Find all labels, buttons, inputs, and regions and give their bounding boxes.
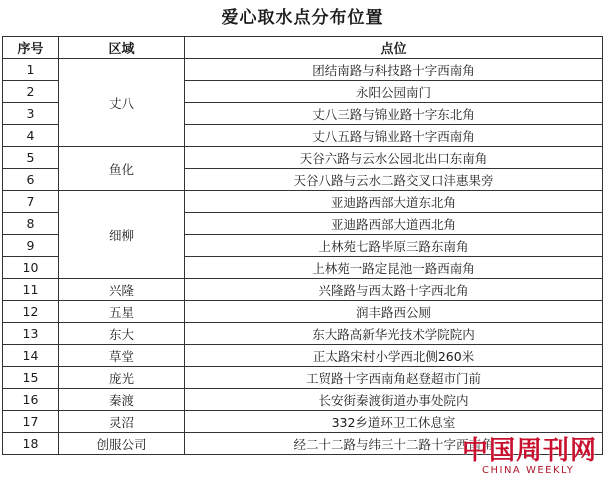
row-index: 3 [3, 103, 59, 125]
table-row [3, 411, 603, 433]
row-location: 丈八三路与锦业路十字东北角 [185, 103, 603, 125]
row-area: 东大 [59, 323, 185, 345]
row-area: 丈八 [59, 59, 185, 147]
row-index: 16 [3, 389, 59, 411]
row-location: 亚迪路西部大道西北角 [185, 213, 603, 235]
table-row [3, 147, 603, 169]
row-location: 团结南路与科技路十字西南角 [185, 59, 603, 81]
row-location: 兴隆路与西太路十字西北角 [185, 279, 603, 301]
table-body [3, 59, 603, 455]
row-index: 15 [3, 367, 59, 389]
row-index: 17 [3, 411, 59, 433]
water-points-table [2, 36, 603, 455]
row-area: 草堂 [59, 345, 185, 367]
row-index: 6 [3, 169, 59, 191]
table-row [3, 279, 603, 301]
table-row [3, 301, 603, 323]
watermark-logo [462, 437, 602, 477]
row-location: 亚迪路西部大道东北角 [185, 191, 603, 213]
row-location: 上林苑一路定昆池一路西南角 [185, 257, 603, 279]
row-location: 永阳公园南门 [185, 81, 603, 103]
row-area: 秦渡 [59, 389, 185, 411]
header-area: 区域 [59, 37, 185, 59]
row-index: 9 [3, 235, 59, 257]
row-index: 13 [3, 323, 59, 345]
row-index: 18 [3, 433, 59, 455]
row-index: 4 [3, 125, 59, 147]
table-row [3, 389, 603, 411]
row-location: 长安街秦渡街道办事处院内 [185, 389, 603, 411]
table-title: 爱心取水点分布位置 [221, 8, 384, 28]
row-index: 14 [3, 345, 59, 367]
table-row [3, 191, 603, 213]
row-index: 5 [3, 147, 59, 169]
header-index: 序号 [3, 37, 59, 59]
row-location: 332乡道环卫工休息室 [185, 411, 603, 433]
row-index: 7 [3, 191, 59, 213]
table-row [3, 59, 603, 81]
row-location: 工贸路十字西南角赵登超市门前 [185, 367, 603, 389]
row-index: 12 [3, 301, 59, 323]
table-row [3, 367, 603, 389]
row-index: 8 [3, 213, 59, 235]
row-area: 兴隆 [59, 279, 185, 301]
row-location: 天谷八路与云水二路交叉口沣惠果旁 [185, 169, 603, 191]
row-index: 10 [3, 257, 59, 279]
row-location: 正太路宋村小学西北侧260米 [185, 345, 603, 367]
table-row [3, 345, 603, 367]
header-location: 点位 [185, 37, 603, 59]
row-index: 1 [3, 59, 59, 81]
row-area: 细柳 [59, 191, 185, 279]
row-area: 创服公司 [59, 433, 185, 455]
row-area: 庞光 [59, 367, 185, 389]
watermark-en: CHINA WEEKLY [482, 465, 575, 476]
row-index: 2 [3, 81, 59, 103]
row-index: 11 [3, 279, 59, 301]
header-row [3, 37, 603, 59]
row-location: 经二十二路与纬三十二路十字西南角 [185, 433, 603, 455]
row-area: 五星 [59, 301, 185, 323]
row-location: 上林苑七路毕原三路东南角 [185, 235, 603, 257]
table-row [3, 323, 603, 345]
row-area: 鱼化 [59, 147, 185, 191]
row-location: 润丰路西公厕 [185, 301, 603, 323]
row-area: 灵沼 [59, 411, 185, 433]
row-location: 天谷六路与云水公园北出口东南角 [185, 147, 603, 169]
watermark-cn: 中国周刊网 [462, 436, 598, 466]
row-location: 东大路高新华光技术学院院内 [185, 323, 603, 345]
row-location: 丈八五路与锦业路十字西南角 [185, 125, 603, 147]
